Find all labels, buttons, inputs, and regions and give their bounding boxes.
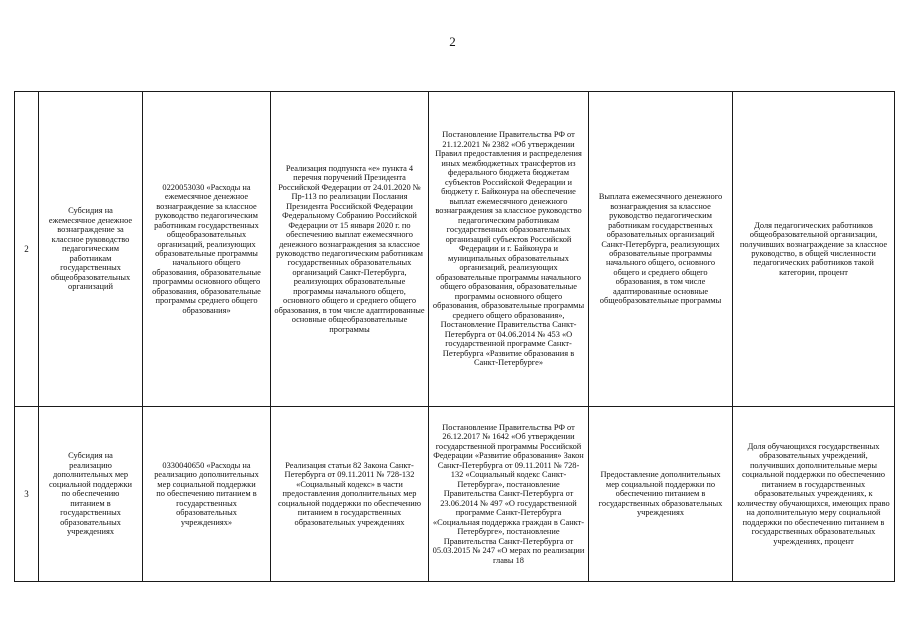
purpose-cell: Реализация статьи 82 Закона Санкт-Петербурга от 09.11.2011 № 728-132 «Социальный кодекс» в части предоставления дополнительных мер социальной поддержки по обеспечению питанием в государственных образовательных учреждениях [271,407,429,582]
budget-classification-cell: 0330040650 «Расходы на реализацию дополнительных мер социальной поддержки по обеспечению питанием в государственных образовательных учреждениях» [143,407,271,582]
indicator-cell: Доля обучающихся государственных образовательных учреждений, получивших дополнительные меры социальной поддержки по обеспечению питанием в государственных образовательных учреждениях, к количеству обучающихся, имеющих право на дополнительную меру социальной поддержки по обеспечению питанием в государственных образовательных учреждениях, процент [733,407,895,582]
row-number: 2 [15,92,39,407]
purpose-cell: Реализация подпункта «е» пункта 4 перечня поручений Президента Российской Федерации от 24.01.2020 № Пр-113 по реализации Послания Президента Российской Федерации Федеральному Собранию Российской Федерации от 15 января 2020 г. по обеспечению выплат ежемесячного денежного вознаграждения за классное руководство педагогическим работникам государственных образовательных организаций Санкт-Петербурга, реализующих образовательные программы начального общего, основного общего и среднего общего образования, в том числе адаптированные основные общеобразовательные программы [271,92,429,407]
result-cell: Предоставление дополнительных мер социальной поддержки по обеспечению питанием в государственных образовательных учреждениях [589,407,733,582]
table-row [15,92,895,407]
indicator-cell: Доля педагогических работников общеобразовательной организации, получивших вознаграждение за классное руководство, в общей численности педагогических работников такой категории, процент [733,92,895,407]
table-row [15,407,895,582]
budget-classification-cell: 0220053030 «Расходы на ежемесячное денежное вознаграждение за классное руководство педагогическим работникам государственных общеобразовательных организаций, реализующих образовательные программы начального общего образования, образовательные программы основного общего образования, образовательные программы среднего общего образования» [143,92,271,407]
legal-basis-cell: Постановление Правительства РФ от 26.12.2017 № 1642 «Об утверждении государственной программы Российской Федерации «Развитие образования» Закон Санкт-Петербурга от 09.11.2011 № 728-132 «Социальный кодекс Санкт-Петербурга», постановление Правительства Санкт-Петербурга от 23.06.2014 № 497 «О государственной программе Санкт-Петербурга «Социальная поддержка граждан в Санкт-Петербурге», постановление Правительства Санкт-Петербурга от 05.03.2015 № 247 «О мерах по реализации главы 18 [429,407,589,582]
row-number: 3 [15,407,39,582]
page-number: 2 [449,34,456,49]
legal-basis-cell: Постановление Правительства РФ от 21.12.2021 № 2382 «Об утверждении Правил предоставления и распределения иных межбюджетных трансфертов из федерального бюджета бюджетам субъектов Российской Федерации и бюджету г. Байконура на обеспечение выплат ежемесячного денежного вознаграждения за классное руководство педагогическим работникам государственных образовательных организаций субъектов Российской Федерации и г. Байконура и муниципальных образовательных организаций, реализующих образовательные программы начального общего образования, образовательные программы основного общего образования, образовательные программы среднего общего образования», Постановление Правительства Санкт-Петербурга от 04.06.2014 № 453 «О государственной программе Санкт-Петербурга «Развитие образования в Санкт-Петербурге» [429,92,589,407]
subsidy-name-cell: Субсидия на реализацию дополнительных мер социальной поддержки по обеспечению питанием в государственных образовательных учреждениях [39,407,143,582]
subsidy-name-cell: Субсидия на ежемесячное денежное вознаграждение за классное руководство педагогическим работникам государственных общеобразовательных организаций [39,92,143,407]
subsidy-table [14,91,895,582]
result-cell: Выплата ежемесячного денежного вознаграждения за классное руководство педагогическим работникам государственных образовательных организаций Санкт-Петербурга, реализующих образовательные программы начального общего, основного общего и среднего общего образования, в том числе адаптированные основные общеобразовательные программы [589,92,733,407]
